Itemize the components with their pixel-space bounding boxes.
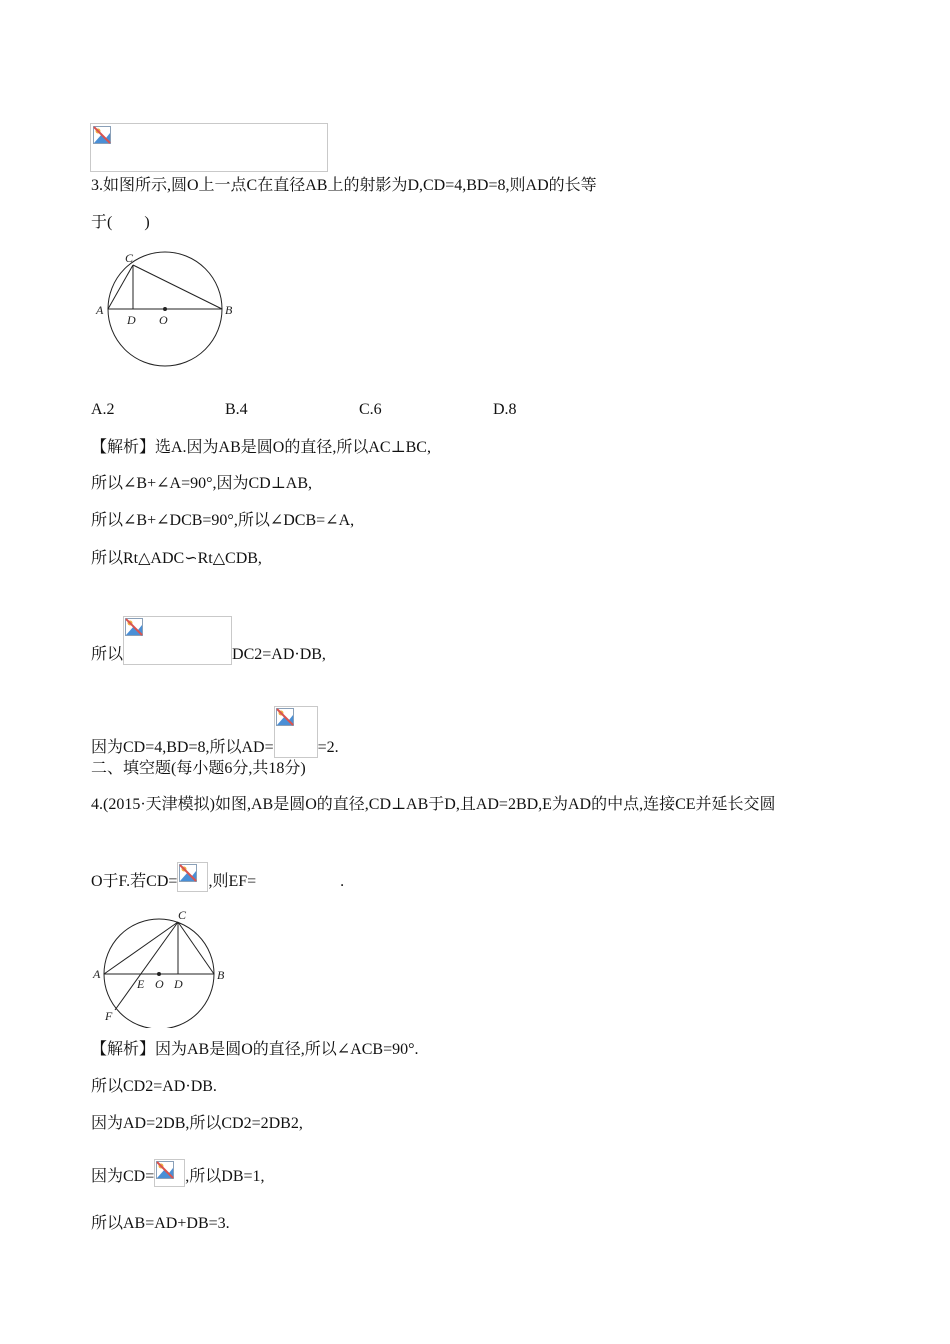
q3-option-b[interactable]: B.4 [225,401,248,418]
q3-label-c: C [125,251,134,265]
broken-image-icon [276,708,294,726]
q3-stem-line2: 于( ) [91,214,150,231]
q4-line2-prefix: O于F.若CD= [91,873,178,890]
q3-label-b: B [225,303,233,317]
q3-line6-suffix: =2. [317,739,339,756]
q4-label-o: O [155,977,164,991]
broken-image-icon [179,864,197,882]
broken-image-fraction [274,706,318,758]
q3-line5-suffix: DC2=AD·DB, [232,646,326,663]
q4-stem-line2 [91,862,344,892]
q3-analysis-line2: 所以∠B+∠A=90°,因为CD⊥AB, [91,475,312,492]
q3-option-a[interactable]: A.2 [91,401,115,418]
broken-image-top [90,123,328,172]
q4-analysis-line3: 因为AD=2DB,所以CD2=2DB2, [91,1115,303,1132]
broken-image-cd-value [154,1159,185,1187]
q4-label-d: D [174,977,183,991]
q4-line2-suffix: ,则EF= [208,873,257,890]
q4-chord-cb [178,922,214,974]
q3-label-d: D [127,313,136,327]
q3-analysis-line4: 所以Rt△ADC∽Rt△CDB, [91,550,262,567]
q3-chord-ac [108,265,133,309]
q4-line4-prefix: 因为CD= [91,1168,155,1185]
q3-analysis-line1: 【解析】选A.因为AB是圆O的直径,所以AC⊥BC, [91,439,431,456]
q3-option-d[interactable]: D.8 [493,401,517,418]
q3-option-c[interactable]: C.6 [359,401,382,418]
q4-analysis-line4 [91,1159,265,1187]
q4-circle-figure [92,908,242,1028]
q3-center-dot [163,307,167,311]
q3-analysis-line6 [91,706,339,758]
q4-line4-suffix: ,所以DB=1, [185,1168,265,1185]
broken-image-cd [177,862,208,892]
q4-label-c: C [178,908,187,922]
q4-label-e: E [137,977,145,991]
q3-line5-prefix: 所以 [91,646,124,663]
q3-circle-figure [92,248,242,372]
q3-analysis-line3: 所以∠B+∠DCB=90°,所以∠DCB=∠A, [91,512,355,529]
q4-line2-end: . [340,873,345,890]
broken-image-ratio [123,616,232,665]
q4-label-f: F [105,1009,113,1023]
q4-label-b: B [217,968,225,982]
q3-label-o: O [159,313,168,327]
q3-analysis-line5 [91,616,326,665]
q4-center-dot [157,972,161,976]
q4-label-a: A [93,967,101,981]
broken-image-icon [156,1161,174,1179]
q4-analysis-line1: 【解析】因为AB是圆O的直径,所以∠ACB=90°. [91,1041,419,1058]
section2-title: 二、填空题(每小题6分,共18分) [91,760,306,777]
q3-stem-line1: 3.如图所示,圆O上一点C在直径AB上的射影为D,CD=4,BD=8,则AD的长等 [91,177,597,194]
q3-label-a: A [96,303,104,317]
q4-analysis-line5: 所以AB=AD+DB=3. [91,1215,230,1232]
q4-chord-ac [104,922,178,974]
q4-stem-line1: 4.(2015·天津模拟)如图,AB是圆O的直径,CD⊥AB于D,且AD=2BD,E为AD的中点,连接CE并延长交圆 [91,796,776,813]
broken-image-icon [125,618,143,636]
q4-segment-cf [115,922,178,1010]
q3-line6-prefix: 因为CD=4,BD=8,所以AD= [91,739,274,756]
broken-image-icon [93,126,111,144]
q4-analysis-line2: 所以CD2=AD·DB. [91,1078,217,1095]
